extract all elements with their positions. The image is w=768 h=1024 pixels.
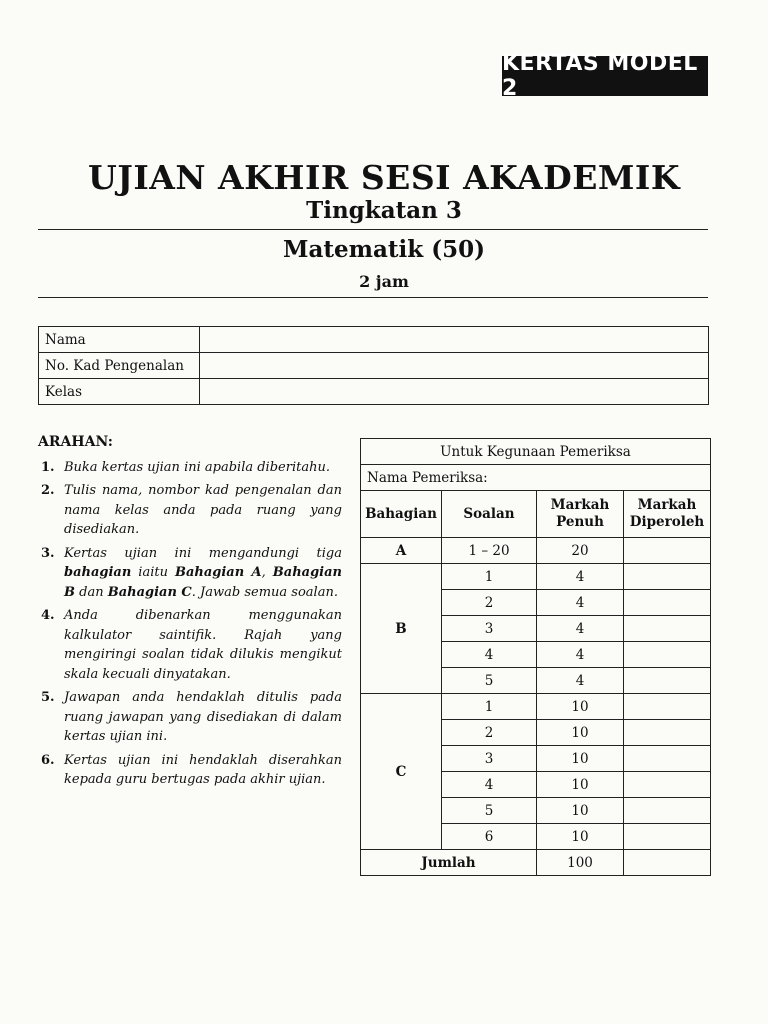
table-row (39, 379, 709, 405)
column-header: Soalan (442, 491, 537, 538)
instruction-item (38, 458, 342, 478)
question-number: 6 (442, 824, 537, 850)
full-marks: 10 (537, 746, 624, 772)
instruction-text: Tulis nama, nombor kad pengenalan dan nama kelas anda pada ruang yang disediakan. (64, 483, 342, 537)
marks-obtained-cell[interactable] (624, 824, 711, 850)
question-number: 4 (442, 772, 537, 798)
examiner-name-label: Nama Pemeriksa: (361, 465, 711, 491)
instruction-item (38, 688, 342, 747)
table-row (39, 353, 709, 379)
instruction-item (38, 751, 342, 790)
question-number: 4 (442, 642, 537, 668)
instruction-text: Buka kertas ujian ini apabila diberitahu. (64, 459, 330, 475)
grade-level: Tingkatan 3 (306, 197, 462, 224)
full-marks: 20 (537, 538, 624, 564)
table-row (361, 439, 711, 465)
question-number: 1 (442, 694, 537, 720)
full-marks: 10 (537, 694, 624, 720)
instruction-number: 6. (41, 752, 55, 768)
marks-obtained-cell[interactable] (624, 720, 711, 746)
instructions-list (38, 458, 342, 790)
marks-obtained-cell[interactable] (624, 616, 711, 642)
instruction-item (38, 481, 342, 540)
examiner-table-title: Untuk Kegunaan Pemeriksa (361, 439, 711, 465)
exam-duration: 2 jam (359, 272, 409, 291)
instructions (38, 433, 342, 794)
marks-obtained-cell[interactable] (624, 798, 711, 824)
instruction-number: 3. (41, 545, 55, 561)
full-marks: 4 (537, 564, 624, 590)
question-number: 3 (442, 616, 537, 642)
instruction-text: Jawapan anda hendaklah ditulis pada ruang jawapan yang disediakan di dalam kertas ujian ini. (64, 690, 342, 744)
table-row (361, 850, 711, 876)
name-field[interactable] (200, 327, 709, 353)
table-row (361, 538, 711, 564)
ic-number-field[interactable] (200, 353, 709, 379)
instruction-number: 2. (41, 483, 55, 498)
section-name: A (361, 538, 442, 564)
full-marks: 4 (537, 642, 624, 668)
table-row (39, 327, 709, 353)
question-number: 3 (442, 746, 537, 772)
instruction-text: Anda dibenarkan menggunakan kalkulator saintifik. Rajah yang mengiringi soalan tidak dilukis mengikut skala kecuali dinyatakan. (64, 608, 342, 682)
instructions-heading: ARAHAN: (38, 434, 113, 450)
examiner-table (360, 438, 711, 876)
ic-number-label: No. Kad Pengenalan (39, 353, 200, 379)
full-marks: 10 (537, 772, 624, 798)
instruction-item (38, 606, 342, 684)
full-marks: 10 (537, 824, 624, 850)
table-row (361, 465, 711, 491)
exam-title: UJIAN AKHIR SESI AKADEMIK (87, 158, 681, 197)
question-number: 5 (442, 798, 537, 824)
subject-title: Matematik (50) (283, 236, 485, 263)
full-marks: 10 (537, 798, 624, 824)
table-row (361, 694, 711, 720)
full-marks: 4 (537, 668, 624, 694)
total-label: Jumlah (361, 850, 537, 876)
instruction-number: 1. (41, 459, 55, 475)
instruction-item (38, 544, 342, 603)
question-number: 1 (442, 564, 537, 590)
question-number: 2 (442, 720, 537, 746)
question-number: 2 (442, 590, 537, 616)
paper-model-badge: KERTAS MODEL 2 (502, 56, 708, 96)
class-label: Kelas (39, 379, 200, 405)
divider (38, 297, 708, 298)
instruction-text: Kertas ujian ini hendaklah diserahkan kepada guru bertugas pada akhir ujian. (64, 752, 342, 787)
total-marks: 100 (537, 850, 624, 876)
marks-obtained-cell[interactable] (624, 694, 711, 720)
table-row (361, 491, 711, 538)
marks-obtained-cell[interactable] (624, 668, 711, 694)
section-name: B (361, 564, 442, 694)
column-header: Markah Diperoleh (624, 491, 711, 538)
marks-obtained-cell[interactable] (624, 564, 711, 590)
instruction-number: 4. (41, 608, 55, 623)
total-obtained-cell[interactable] (624, 850, 711, 876)
marks-obtained-cell[interactable] (624, 746, 711, 772)
marks-obtained-cell[interactable] (624, 642, 711, 668)
name-label: Nama (39, 327, 200, 353)
table-row (361, 564, 711, 590)
full-marks: 4 (537, 590, 624, 616)
student-info-table (38, 326, 709, 405)
instruction-text: Kertas ujian ini mengandungi tiga bahagian iaitu Bahagian A, Bahagian B dan Bahagian C. Jawab semua soalan. (64, 545, 342, 600)
instruction-number: 5. (41, 690, 55, 705)
full-marks: 10 (537, 720, 624, 746)
divider (38, 229, 708, 230)
question-number: 5 (442, 668, 537, 694)
marks-obtained-cell[interactable] (624, 538, 711, 564)
marks-obtained-cell[interactable] (624, 772, 711, 798)
section-name: C (361, 694, 442, 850)
column-header: Markah Penuh (537, 491, 624, 538)
class-field[interactable] (200, 379, 709, 405)
full-marks: 4 (537, 616, 624, 642)
marks-obtained-cell[interactable] (624, 590, 711, 616)
column-header: Bahagian (361, 491, 442, 538)
question-number: 1 – 20 (442, 538, 537, 564)
